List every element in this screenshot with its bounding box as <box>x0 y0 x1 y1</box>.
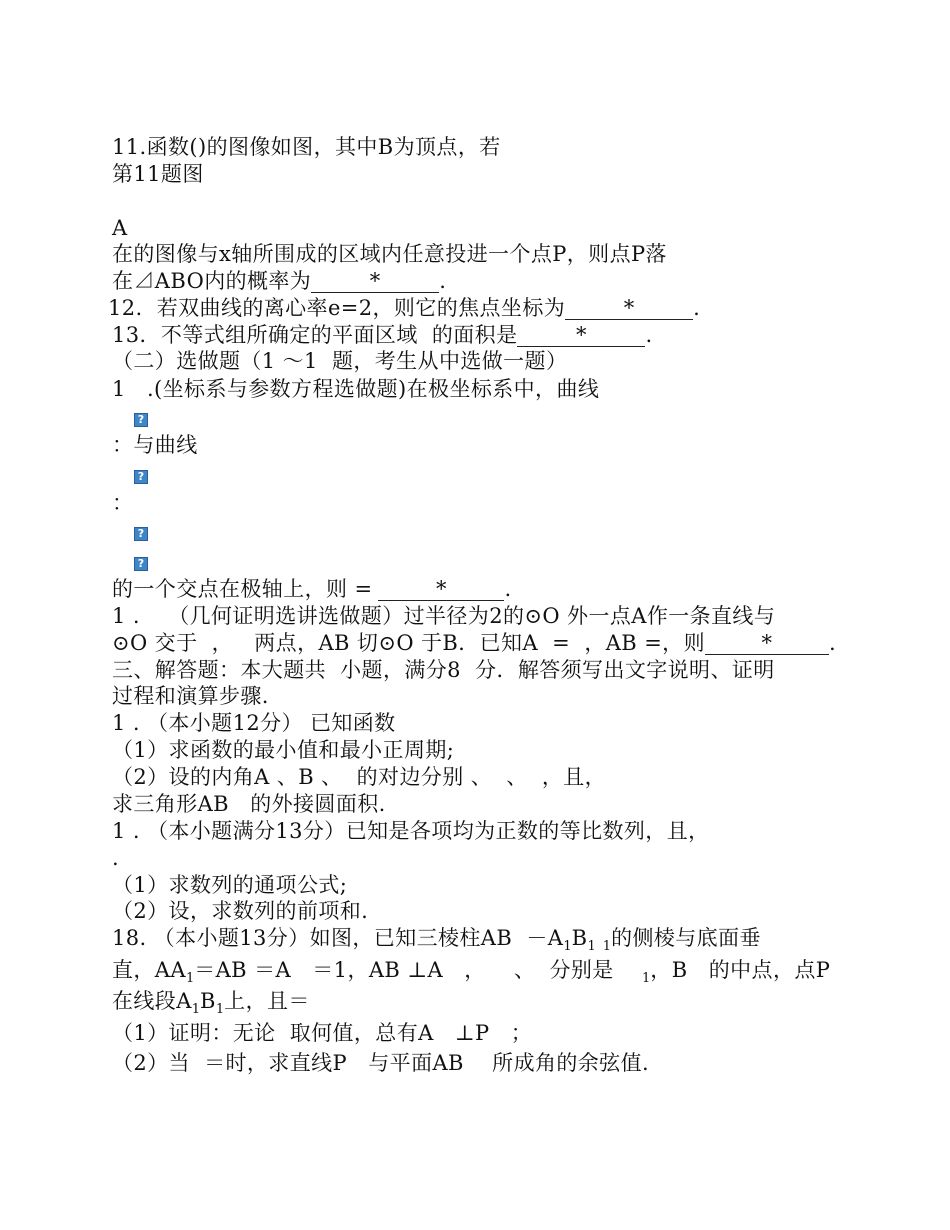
q18-line1 <box>112 925 761 960</box>
q17-part2: （2）设，求数列的前项和. <box>112 899 369 923</box>
q18-line3 <box>112 988 310 1023</box>
formula-image-placeholder-icon: ? <box>134 557 148 571</box>
q11-point-label: A <box>112 216 128 240</box>
q18-line3-text: B <box>200 989 216 1013</box>
q16-part3: 求三角形AB 的外接圆面积. <box>112 792 386 816</box>
q18-line2-text: ，B 的中点，点P <box>650 958 831 982</box>
q11-line2: 在的图像与x轴所围成的区域内任意投进一个点P，则点P落 <box>112 242 667 266</box>
subscript: 1 <box>642 971 651 986</box>
q15-line2 <box>112 630 836 656</box>
q14-line4-text: 的一个交点在极轴上，则 = <box>112 577 373 601</box>
subscript: 1 <box>602 939 612 954</box>
q11-line3 <box>112 268 446 294</box>
q18-line2 <box>112 957 830 992</box>
q13-end: . <box>645 323 653 347</box>
section2-title: （二）选做题（1 ～1 题，考生从中选做一题） <box>112 349 568 373</box>
q18-part1: （1）证明：无论 取何值，总有A ⊥P ； <box>112 1021 533 1045</box>
q11-answer-blank: * <box>311 270 439 293</box>
section3-line2: 过程和演算步骤. <box>112 684 269 708</box>
section3-line1: 三、解答题：本大题共 小题，满分8 分．解答须写出文字说明、证明 <box>112 658 775 682</box>
subscript: 1 <box>563 939 572 954</box>
subscript: 1 <box>185 971 195 986</box>
q12-line <box>108 295 700 321</box>
q15-line2-end: . <box>829 631 837 655</box>
q16-part1: （1）求函数的最小值和最小正周期; <box>112 738 455 762</box>
q13-text: 13．不等式组所确定的平面区域 的面积是 <box>112 323 518 347</box>
q17-continuation: . <box>112 846 120 870</box>
q18-line1-text: 18. （本小题13分）如图，已知三棱柱AB －A <box>112 926 564 950</box>
q11-line1: 11.函数()的图像如图，其中B为顶点，若 <box>112 135 501 159</box>
q15-line1: 1 . （几何证明选讲选做题）过半径为2的⊙O 外一点A作一条直线与 <box>112 604 776 628</box>
q16-title: 1 . （本小题12分） 已知函数 <box>112 711 396 735</box>
q14-answer-blank: * <box>378 578 504 601</box>
q12-end: . <box>693 296 701 320</box>
q17-part1: （1）求数列的通项公式; <box>112 873 348 897</box>
q18-line2-text: 直，AA <box>112 958 186 982</box>
q18-line1-text <box>596 926 603 950</box>
q12-text: 12. 若双曲线的离心率e=2，则它的焦点坐标为 <box>108 296 566 320</box>
q14-line4 <box>112 576 512 602</box>
q12-answer-blank: * <box>565 297 693 320</box>
q14-line4-end: . <box>504 577 512 601</box>
subscript: 1 <box>587 939 596 954</box>
q18-part2: （2）当 ＝时，求直线P 与平面AB 所成角的余弦值. <box>112 1051 650 1075</box>
q15-answer-blank: * <box>705 632 829 655</box>
q14-line2: ：与曲线 <box>112 433 198 457</box>
q18-line3-text: 在线段A <box>112 989 192 1013</box>
q11-line3-end: . <box>439 269 447 293</box>
subscript: 1 <box>215 1002 225 1017</box>
q17-title: 1 . （本小题满分13分）已知是各项均为正数的等比数列，且， <box>112 819 710 843</box>
q14-line3: ： <box>112 491 134 515</box>
q13-answer-blank: * <box>517 324 645 347</box>
q11-line3-text: 在⊿ABO内的概率为 <box>112 269 312 293</box>
formula-image-placeholder-icon: ? <box>134 413 148 427</box>
q15-line2-text: ⊙O 交于 ， 两点，AB 切⊙O 于B．已知A = ，AB =，则 <box>112 631 705 655</box>
q14-line1: 1 .(坐标系与参数方程选做题)在极坐标系中，曲线 <box>112 377 600 401</box>
q16-part2: （2）设的内角A 、B 、 的对边分别 、 、 ，且， <box>112 765 607 789</box>
subscript: 1 <box>191 1002 201 1017</box>
formula-image-placeholder-icon: ? <box>134 470 148 484</box>
q18-line1-text: B <box>571 926 588 950</box>
q18-line3-text: 上，且＝ <box>224 989 310 1013</box>
q11-figure-caption: 第11题图 <box>112 162 204 186</box>
q13-line <box>112 322 653 348</box>
formula-image-placeholder-icon: ? <box>134 527 148 541</box>
q18-line1-text: 的侧棱与底面垂 <box>611 926 761 950</box>
q18-line2-text: ＝AB ＝A ＝1，AB ⊥A ， 、 分别是 <box>194 958 643 982</box>
